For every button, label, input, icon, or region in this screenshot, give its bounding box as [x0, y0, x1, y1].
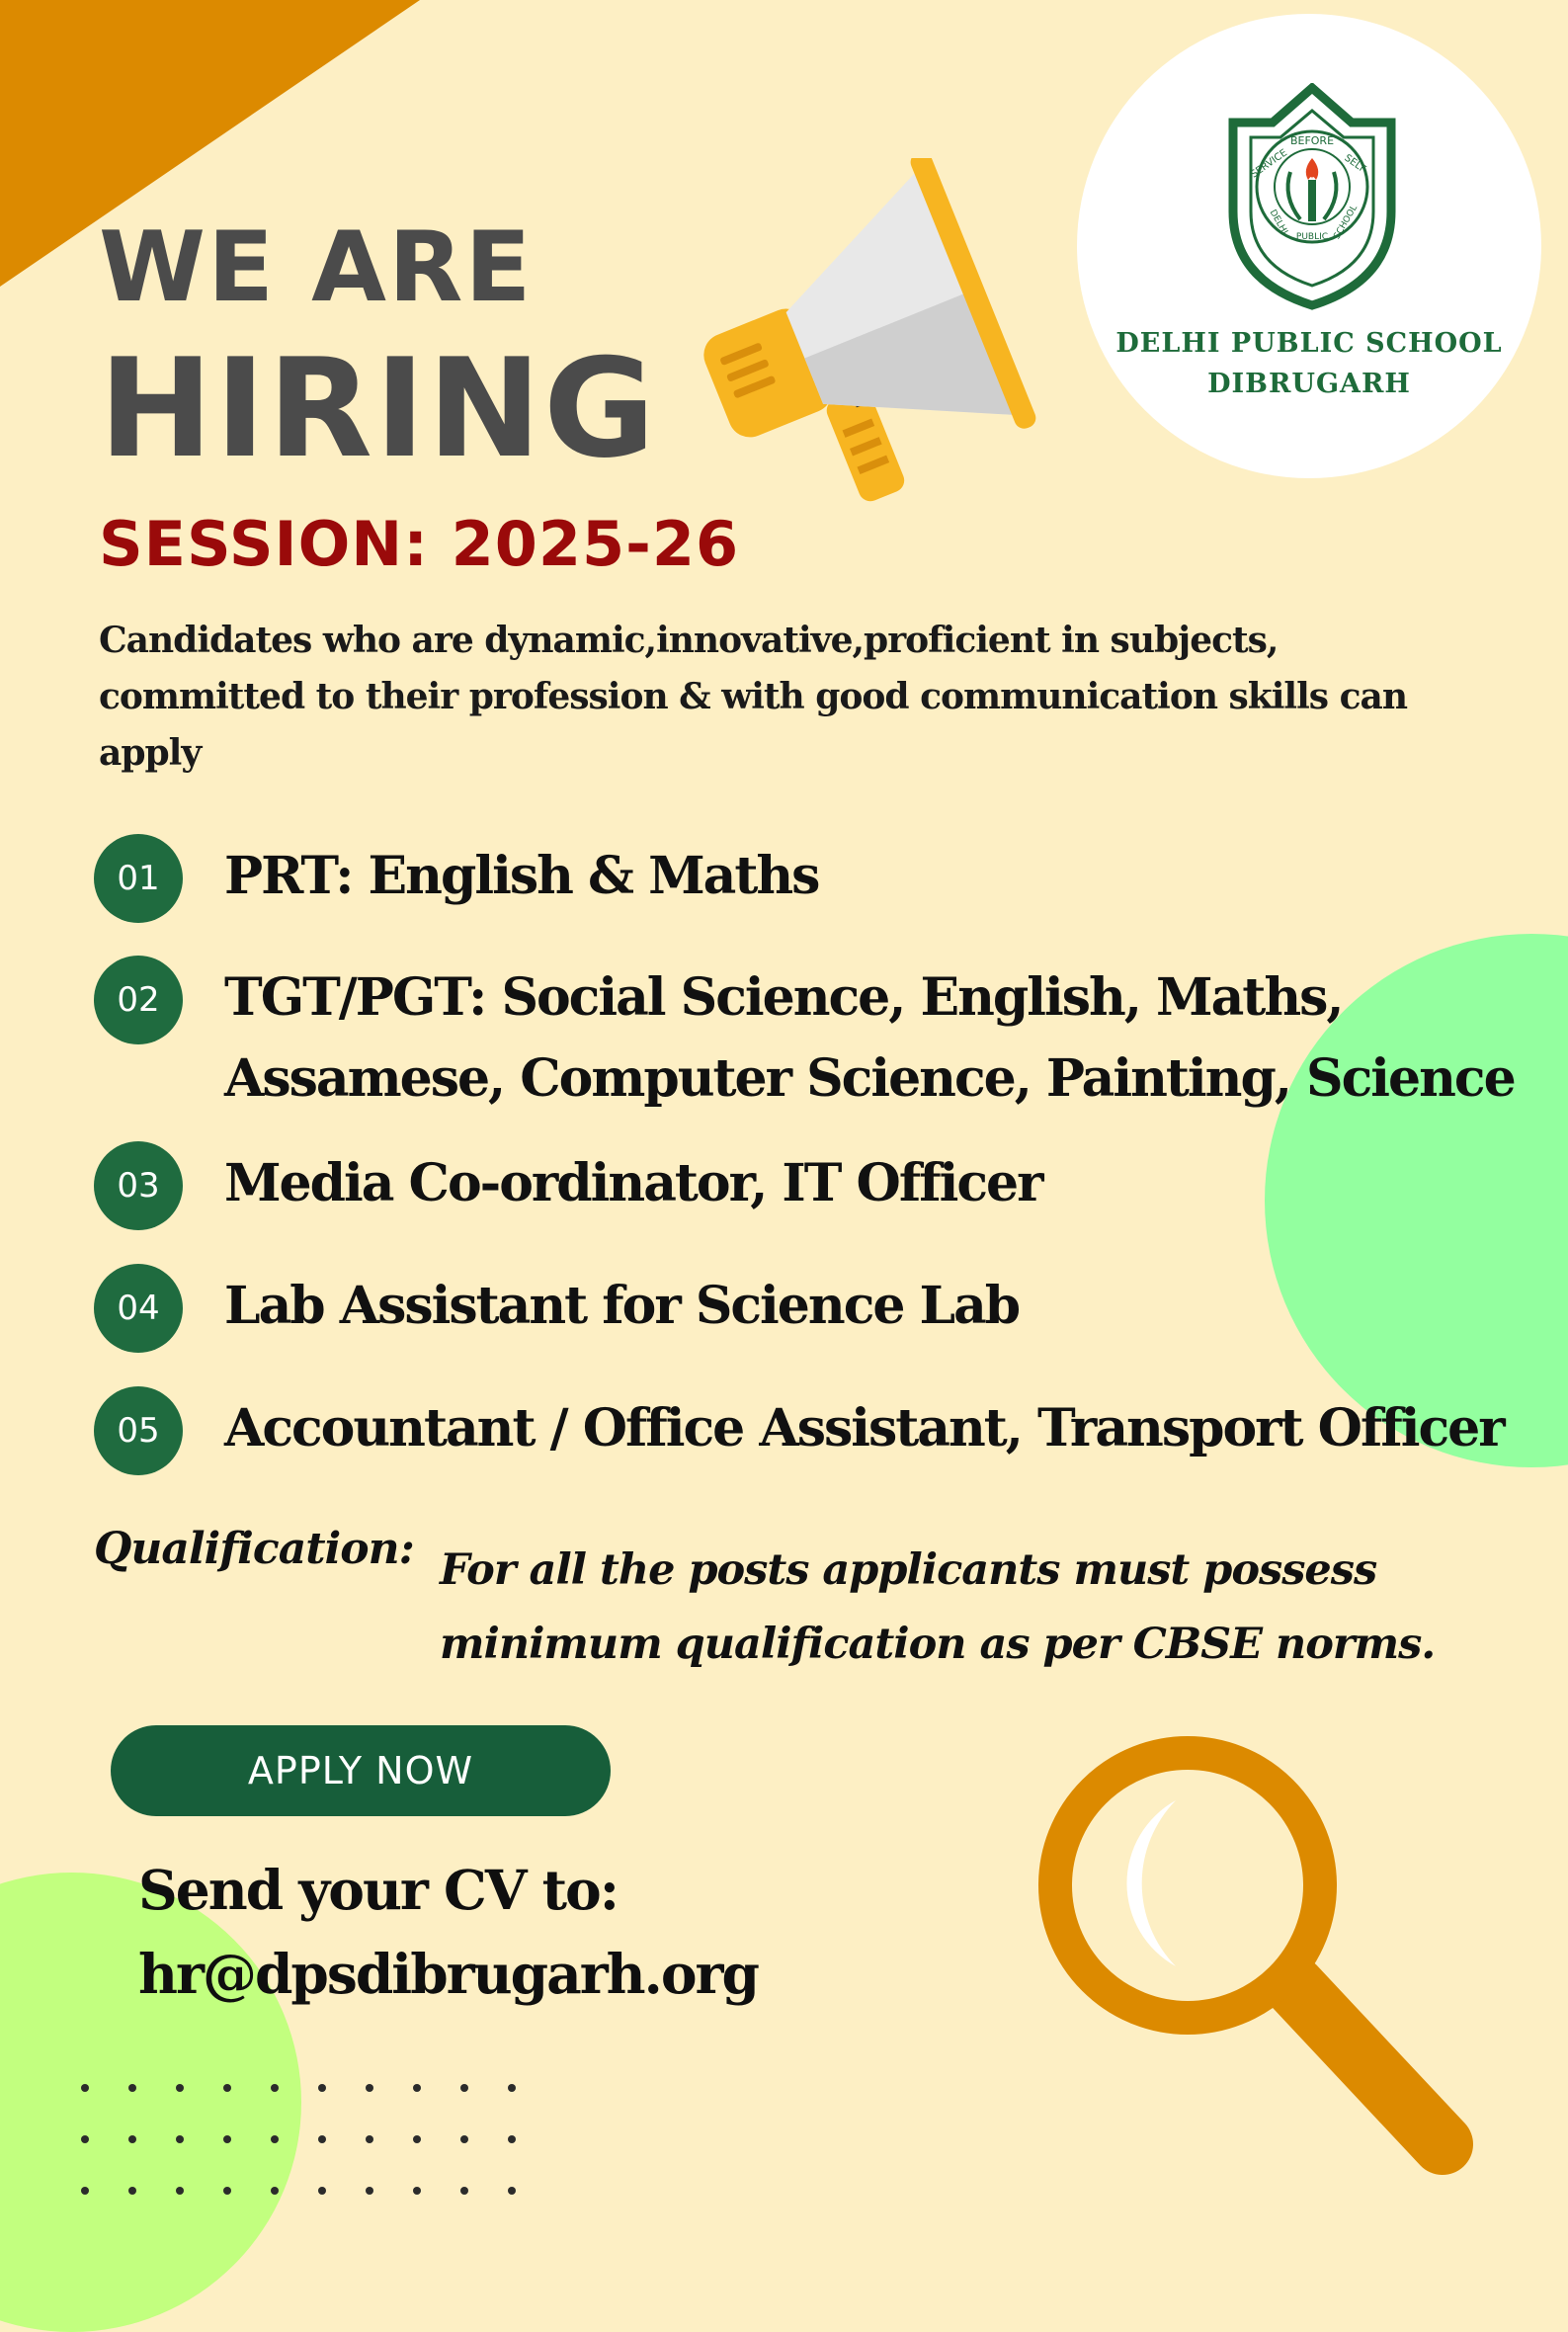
school-name-line-2: DIBRUGARH	[1207, 369, 1411, 399]
decorative-dot	[413, 2135, 421, 2143]
list-item	[94, 834, 1546, 923]
crest-bottom-right: SCHOOL	[1332, 204, 1361, 241]
position-number-badge: 03	[94, 1141, 183, 1230]
decorative-dot	[81, 2135, 89, 2143]
position-title: Accountant / Office Assistant, Transport Officer	[224, 1398, 1504, 1458]
decorative-dot	[413, 2187, 421, 2195]
decorative-dot	[460, 2135, 468, 2143]
decorative-dot	[508, 2135, 516, 2143]
decorative-dot	[508, 2084, 516, 2092]
headline-we-are: WE ARE	[99, 211, 534, 324]
megaphone-icon	[682, 158, 1037, 514]
motto-top: BEFORE	[1289, 134, 1335, 147]
decorative-dot	[176, 2084, 184, 2092]
qualification-line-2: minimum qualification as per CBSE norms.	[440, 1620, 1436, 1669]
email-link[interactable]: hr@dpsdibrugarh.org	[138, 1942, 758, 2006]
decorative-dot	[81, 2187, 89, 2195]
decorative-dot	[271, 2135, 279, 2143]
list-item	[94, 1386, 1546, 1475]
send-cv-label: Send your CV to:	[138, 1858, 619, 1922]
motto-left: SERVICE	[1249, 147, 1289, 181]
list-item	[94, 1141, 1546, 1230]
position-title: TGT/PGT: Social Science, English, Maths,	[224, 967, 1343, 1028]
intro-paragraph: Candidates who are dynamic,innovative,proficient in subjects, committed to their profession & with good communication skills can apply	[99, 620, 1407, 774]
apply-now-button[interactable]: APPLY NOW	[111, 1725, 611, 1816]
magnifier-icon	[1018, 1719, 1492, 2194]
crest-bottom-mid: PUBLIC	[1295, 232, 1329, 242]
decorative-dot	[81, 2084, 89, 2092]
decorative-dot	[176, 2187, 184, 2195]
decorative-dot	[176, 2135, 184, 2143]
school-crest-icon	[1213, 83, 1411, 310]
qualification-label: Qualification:	[94, 1524, 414, 1574]
decorative-dot	[460, 2084, 468, 2092]
decorative-dot	[271, 2084, 279, 2092]
decorative-dot	[508, 2187, 516, 2195]
decorative-dot-grid	[79, 2080, 534, 2218]
decorative-dot	[223, 2187, 231, 2195]
position-title: Lab Assistant for Science Lab	[224, 1276, 1020, 1336]
decorative-dot	[413, 2084, 421, 2092]
decorative-dot	[223, 2084, 231, 2092]
position-number-badge: 04	[94, 1264, 183, 1353]
decorative-dot	[318, 2135, 326, 2143]
decorative-dot	[128, 2135, 136, 2143]
position-title: PRT: English & Maths	[224, 846, 819, 906]
position-number-badge: 05	[94, 1386, 183, 1475]
decorative-dot	[318, 2084, 326, 2092]
decorative-dot	[460, 2187, 468, 2195]
session-label: SESSION: 2025-26	[99, 508, 740, 580]
decorative-dot	[366, 2187, 373, 2195]
school-name-line-1: DELHI PUBLIC SCHOOL	[1115, 328, 1503, 359]
decorative-dot	[366, 2135, 373, 2143]
position-title: Media Co-ordinator, IT Officer	[224, 1153, 1042, 1213]
decorative-dot	[271, 2187, 279, 2195]
decorative-dot	[128, 2084, 136, 2092]
decorative-dot	[128, 2187, 136, 2195]
position-number-badge: 01	[94, 834, 183, 923]
motto-right: SELF	[1342, 152, 1368, 176]
decorative-dot	[223, 2135, 231, 2143]
decorative-dot	[366, 2084, 373, 2092]
list-item	[94, 956, 1546, 1124]
qualification-line-1: For all the posts applicants must possess	[440, 1545, 1377, 1595]
crest-bottom-left: DELHI	[1267, 208, 1289, 237]
list-item	[94, 1264, 1546, 1353]
qualification-text	[440, 1534, 1477, 1682]
decorative-dot	[318, 2187, 326, 2195]
position-title-continued: Assamese, Computer Science, Painting, Science	[224, 1048, 1515, 1109]
position-number-badge: 02	[94, 956, 183, 1044]
headline-hiring: HIRING	[99, 329, 658, 488]
